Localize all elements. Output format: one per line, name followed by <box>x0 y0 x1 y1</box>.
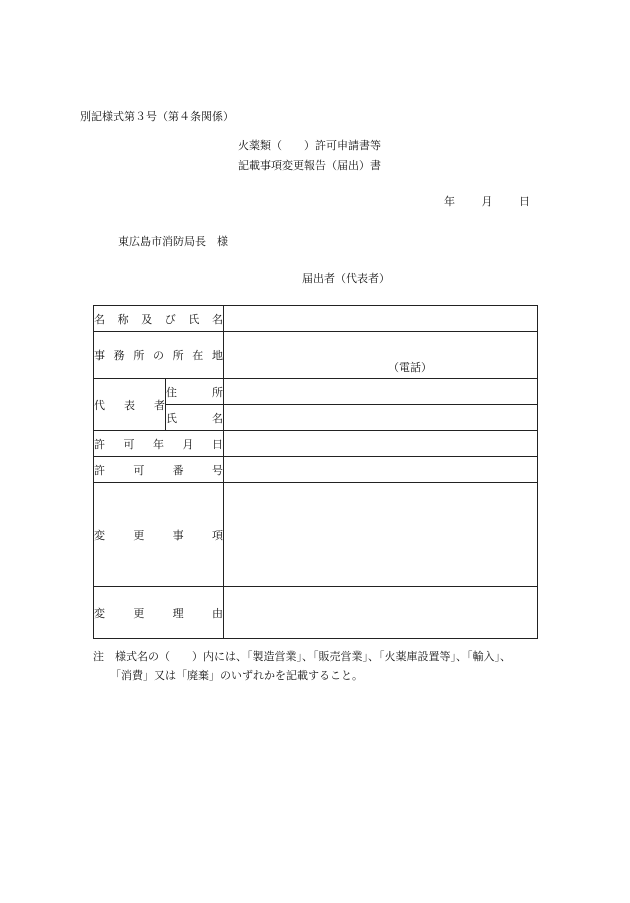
name-label-cell: 名 称 及 び 氏 名 <box>94 306 224 332</box>
change-reason-label-cell: 変 更 理 由 <box>94 587 224 639</box>
rep-name-value-field[interactable] <box>224 405 538 431</box>
reporter-label: 届出者（代表者） <box>302 272 390 285</box>
note-line1: 注 様式名の（ ）内には、「製造営業」、「販売営業」、「火薬庫設置等」、「輸入」、 <box>93 650 511 663</box>
row-name <box>94 306 538 332</box>
rep-address-value-field[interactable] <box>224 379 538 405</box>
permit-date-value-field[interactable] <box>224 431 538 457</box>
row-office <box>94 332 538 379</box>
date-day: 日 <box>519 195 530 208</box>
form-number: 別記様式第３号（第４条関係） <box>80 110 234 123</box>
form-title-line1: 火薬類（ ）許可申請書等 <box>238 139 381 152</box>
date-year: 年 <box>444 195 455 208</box>
change-reason-value-field[interactable] <box>224 587 538 639</box>
form-title-line2: 記載事項変更報告（届出）書 <box>238 159 381 172</box>
date-month: 月 <box>481 195 493 208</box>
permit-number-label-cell: 許 可 番 号 <box>94 457 224 483</box>
change-items-label-cell: 変 更 事 項 <box>94 483 224 587</box>
row-change-items <box>94 483 538 587</box>
rep-label-cell: 代 表 者 <box>94 379 166 431</box>
change-items-value-field[interactable] <box>224 483 538 587</box>
office-label-cell: 事 務 所 の 所 在 地 <box>94 332 224 379</box>
row-change-reason <box>94 587 538 639</box>
row-rep-address <box>94 379 538 405</box>
row-permit-number <box>94 457 538 483</box>
permit-date-label-cell: 許 可 年 月 日 <box>94 431 224 457</box>
addressee: 東広島市消防局長 様 <box>118 235 228 248</box>
rep-name-label-cell: 氏 名 <box>166 405 224 431</box>
date-line <box>444 193 530 209</box>
permit-number-value-field[interactable] <box>224 457 538 483</box>
row-permit-date <box>94 431 538 457</box>
phone-label: （電話） <box>388 361 432 374</box>
office-value-field[interactable] <box>224 332 538 379</box>
name-value-field[interactable] <box>224 306 538 332</box>
rep-address-label-cell: 住 所 <box>166 379 224 405</box>
note-line2: 「消費」又は「廃棄」のいずれかを記載すること。 <box>110 669 363 682</box>
report-form-table <box>93 305 538 639</box>
